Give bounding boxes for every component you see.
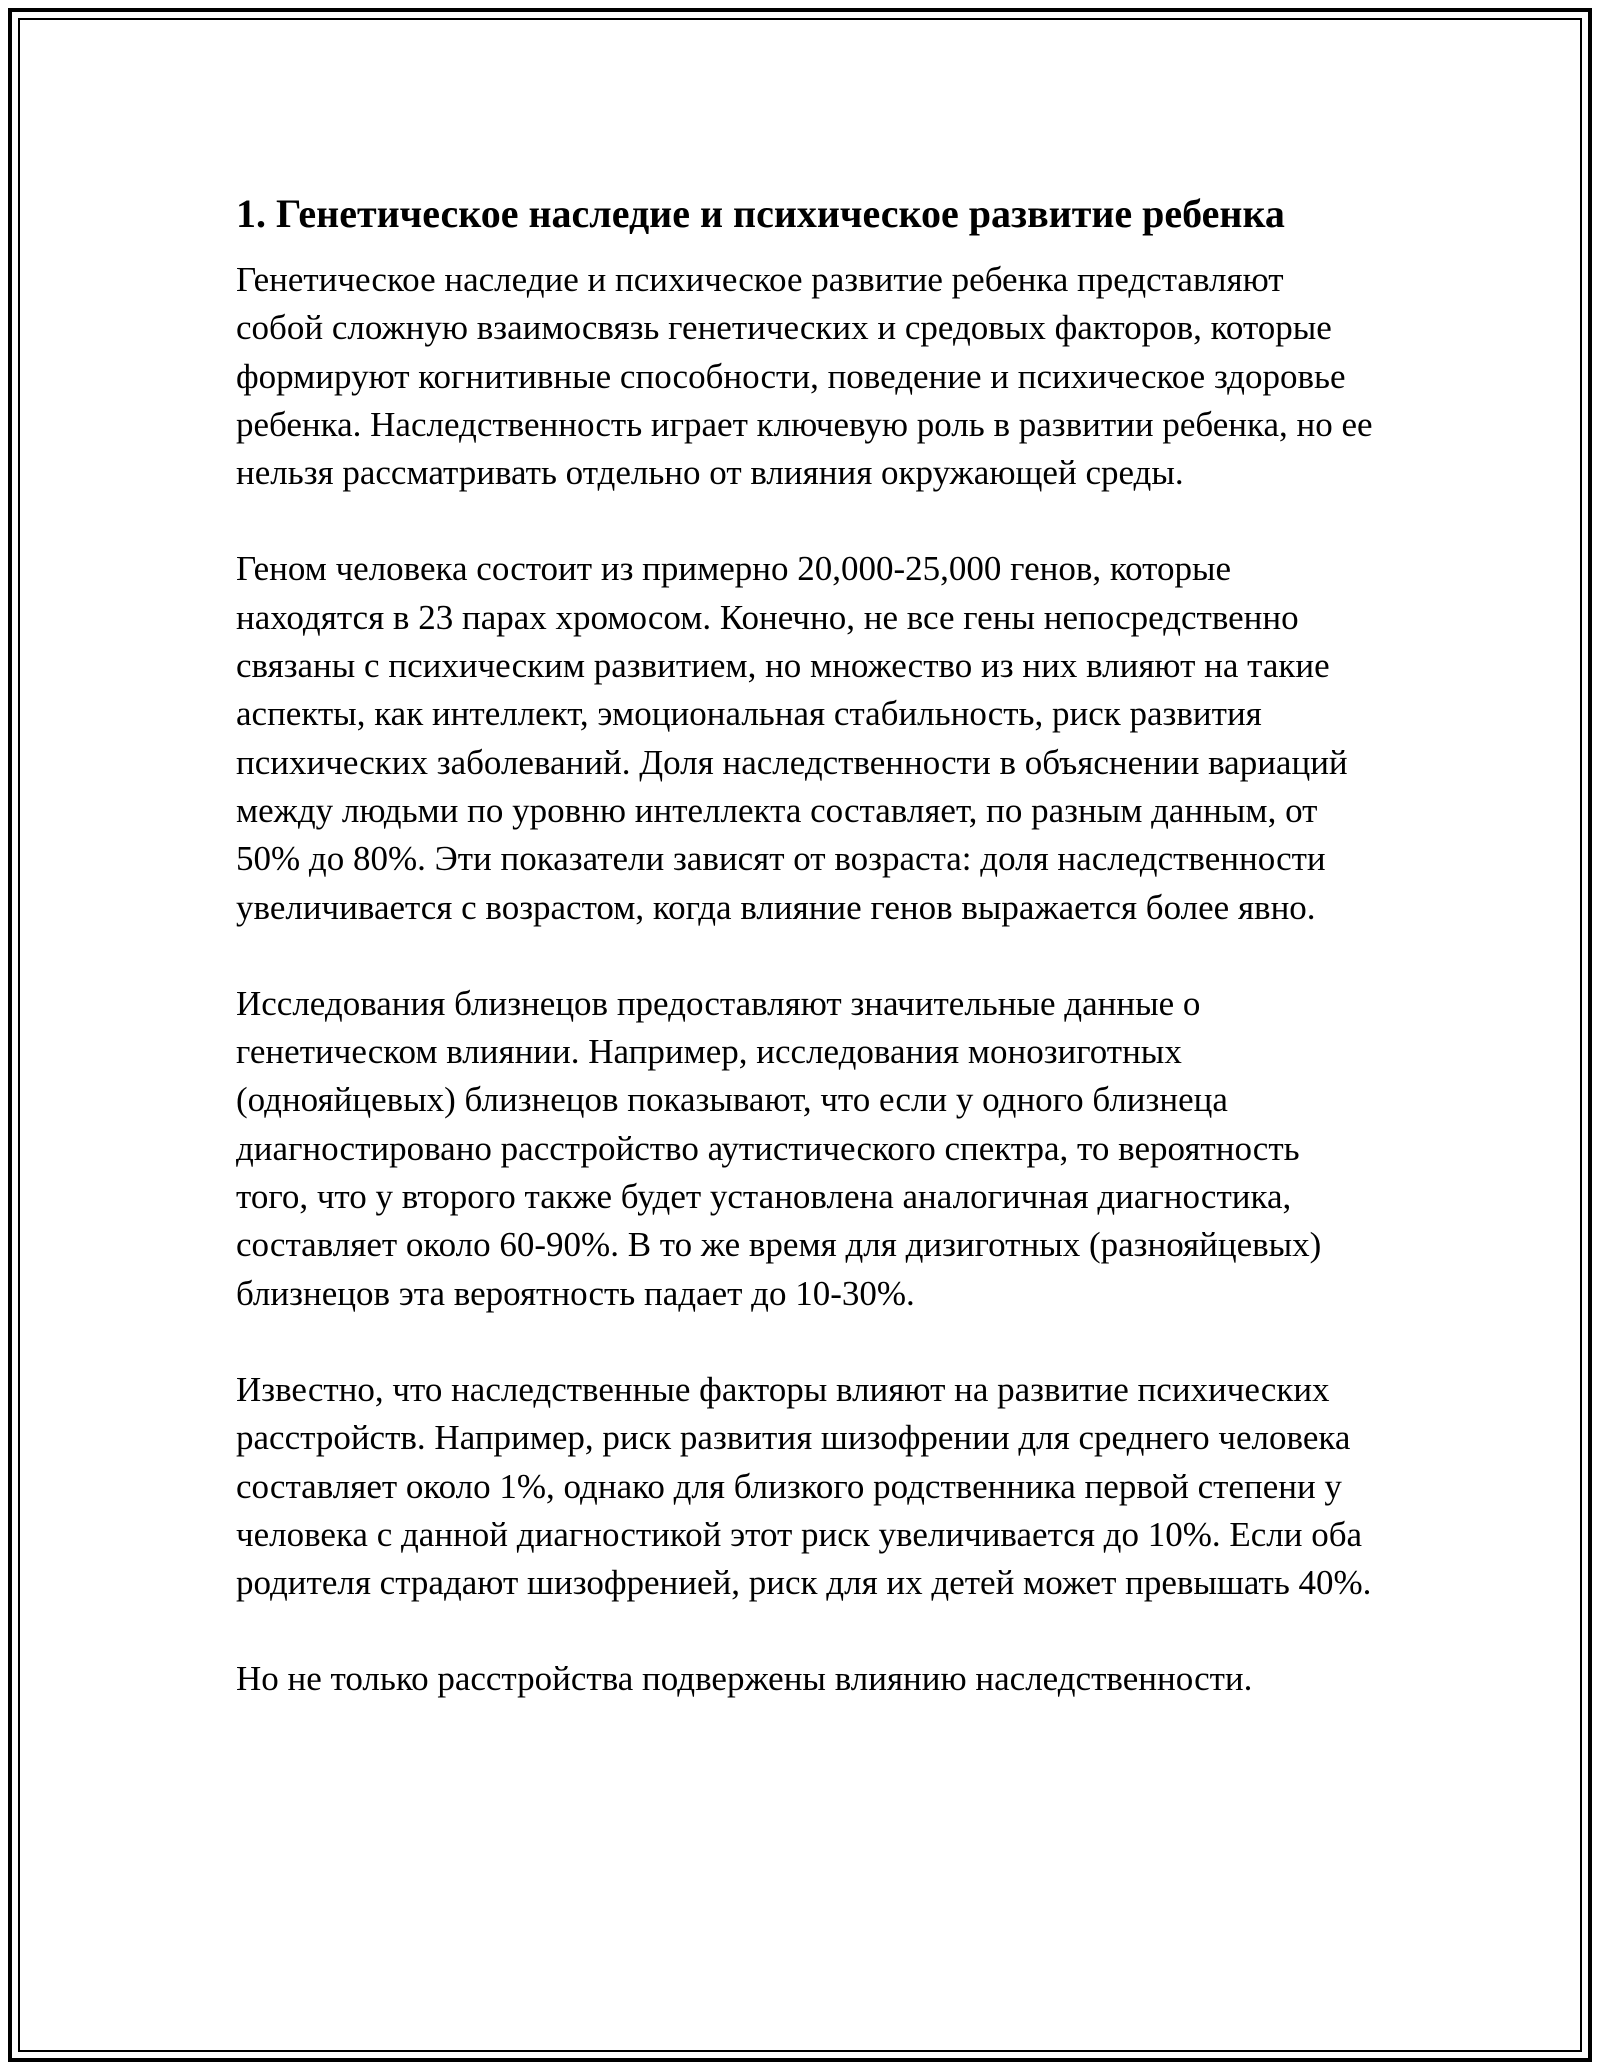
- paragraph: Исследования близнецов предоставляют значительные данные о генетическом влиянии. Например, исследования монозиготных (однояйцевых) близнецов показывают, что если у одного близнеца диагностировано расстройство аутистического спектра, то вероятность того, что у второго также будет установлена аналогичная диагностика, составляет около 60-90%. В то же время для дизиготных (разнояйцевых) близнецов эта вероятность падает до 10-30%.: [236, 983, 1322, 1313]
- section-title: 1. Генетическое наследие и психическое развитие ребенка: [236, 191, 1285, 236]
- paragraph: Но не только расстройства подвержены влиянию наследственности.: [236, 1659, 1253, 1699]
- paragraph: Генетическое наследие и психическое развитие ребенка представляют собой сложную взаимосвязь генетических и средовых факторов, которые формируют когнитивные способности, поведение и психическое здоровье ребенка. Наследственность играет ключевую роль в развитии ребенка, но ее нельзя рассматривать отдельно от влияния окружающей среды.: [236, 260, 1373, 493]
- paragraph: Геном человека состоит из примерно 20,000-25,000 генов, которые находятся в 23 парах хромосом. Конечно, не все гены непосредственно связаны с психическим развитием, но множество из них влияют на такие аспекты, как интеллект, эмоциональная стабильность, риск развития психических заболеваний. Доля наследственности в объяснении вариаций между людьми по уровню интеллекта составляет, по разным данным, от 50% до 80%. Эти показатели зависят от возраста: доля наследственности увеличивается с возрастом, когда влияние генов выражается более явно.: [236, 549, 1348, 927]
- document-body: [236, 186, 1376, 1752]
- paragraph: Известно, что наследственные факторы влияют на развитие психических расстройств. Например, риск развития шизофрении для среднего человека составляет около 1%, однако для близкого родственника первой степени у человека с данной диагностикой этот риск увеличивается до 10%. Если оба родителя страдают шизофренией, риск для их детей может превышать 40%.: [236, 1369, 1372, 1603]
